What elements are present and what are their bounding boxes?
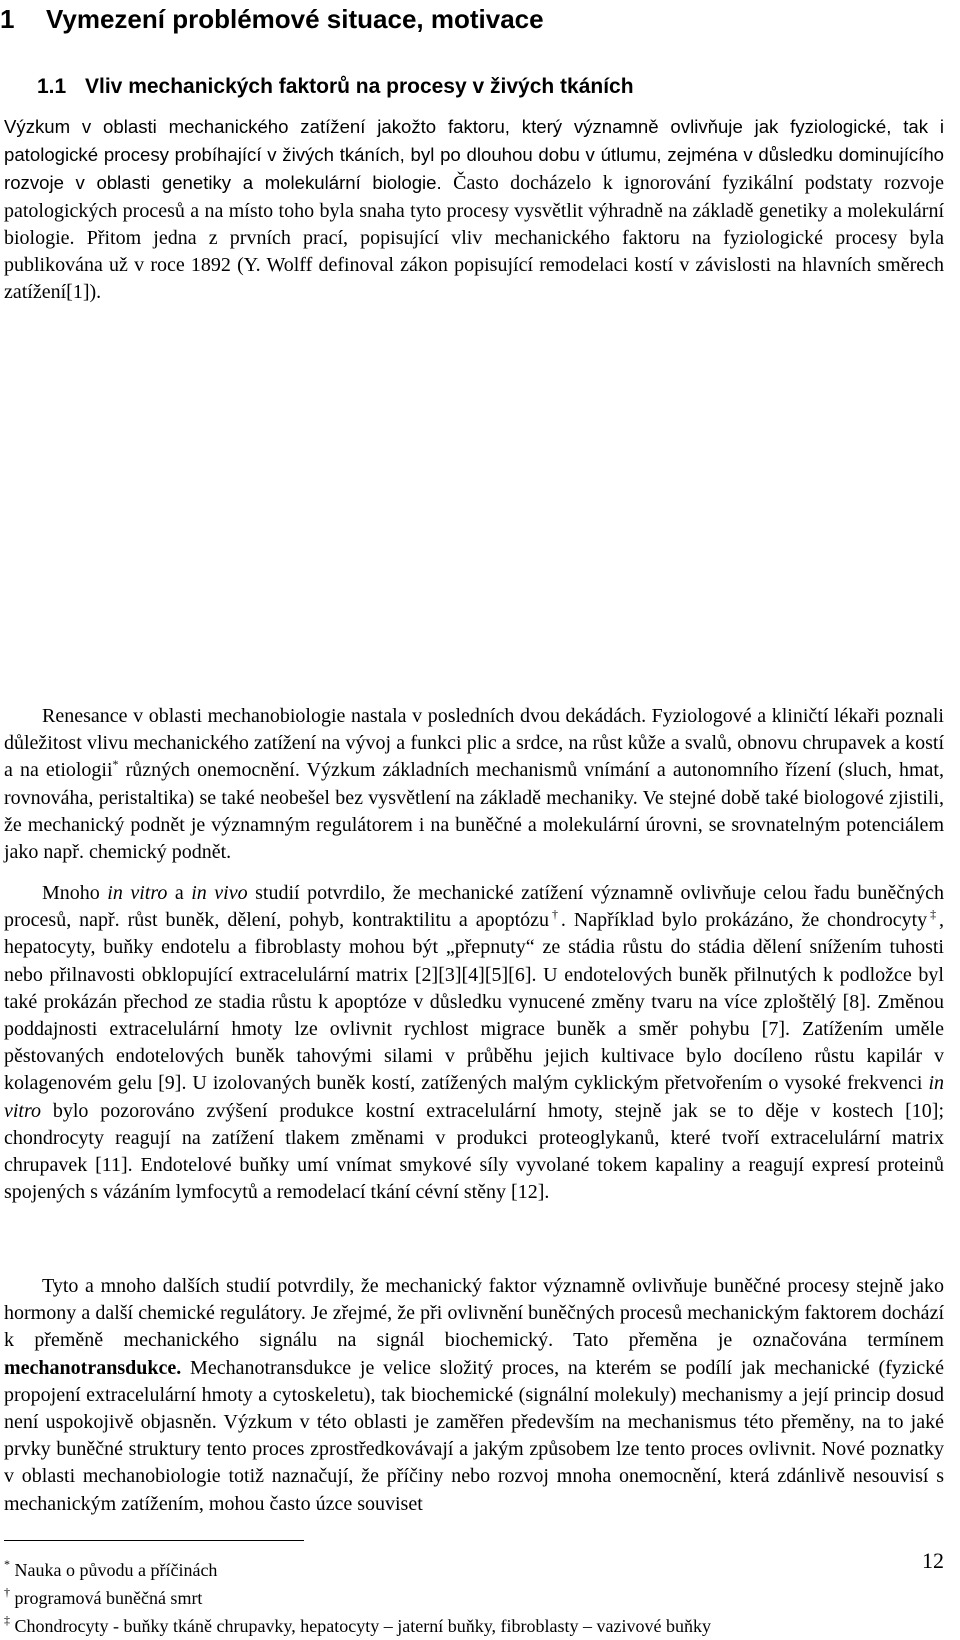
footnote-mark: ‡	[4, 1613, 10, 1627]
paragraph-3-text-d: . Například bylo prokázáno, že chondrocyty	[560, 909, 928, 932]
footnote-ref-apoptosis: †	[549, 907, 561, 922]
footnote-ref-etiology: *	[112, 757, 119, 772]
italic-in-vivo: in vivo	[191, 882, 248, 904]
paragraph-4-text-b: Mechanotransdukce je velice složitý proces, na kterém se podílí jak mechanické (fyzické propojení extracelulární hmoty a cytoskeletu), tak biochemické (signální molekuly) mechanismy a její princip dosud není uspokojivě objasněn. Výzkum v této oblasti je zaměřen především na mechanismus této přeměny, na to jaké prvky buněčné struktury tento proces zprostředkovávají a jakým způsobem lze tento proces ovlivnit. Nové poznatky v oblasti mechanobiologie totiž naznačují, že příčiny nebo rozvoj mnoha onemocnění, která zdánlivě nesouvisí s mechanickým zatížením, mohou často úzce souviset	[4, 1356, 944, 1515]
footnote	[4, 1556, 711, 1584]
section-number: 1.1	[37, 75, 67, 98]
paragraph-3-text-f: bylo pozorováno zvýšení produkce kostní extracelulární hmoty, stejně jak se to děje v kostech [10]; chondrocyty reagují na zatížení tlakem změnami v produkci proteoglykanů, které tvoří extracelulární matrix chrupavek [11]. Endotelové buňky umí vnímat smykové síly vyvolané tokem kapaliny a reagují expresí proteinů spojených s vázáním lymfocytů a remodelací tkání cévní stěny [12].	[4, 1099, 944, 1204]
chapter-title: Vymezení problémové situace, motivace	[46, 4, 544, 34]
paragraph-3-text-b: a	[167, 882, 192, 904]
paragraph-2-text-a: Renesance v oblasti mechanobiologie nastala v posledních dvou dekádách. Fyziologové a kliničtí lékaři poznali důležitost vlivu mechanického zatížení na vývoj a funkci plic a srdce, na růst kůže a svalů, obnovu chrupavek a kostí a na etiologii	[4, 705, 944, 782]
term-mechanotransduction: mechanotransdukce.	[4, 1356, 182, 1379]
footnote-separator	[4, 1540, 304, 1541]
paragraph-1-text: Často docházelo k ignorování fyzikální podstaty rozvoje patologických procesů a na místo toho byla snaha tyto procesy vysvětlit výhradně na základě genetiky a molekulární biologie. Přitom jedna z prvních prací, popisující vliv mechanického faktoru na fyziologické procesy byla publikována už v roce 1892 (Y. Wolff definoval zákon popisující remodelaci kostí v závislosti na hlavních směrech zatížení[1]).	[4, 172, 944, 304]
section-heading	[37, 72, 634, 102]
footnote-text: Chondrocyty - buňky tkáně chrupavky, hepatocyty – jaterní buňky, fibroblasty – vazivové buňky	[14, 1616, 711, 1636]
paragraph-3-text-e: , hepatocyty, buňky endotelu a fibroblasty mohou být „přepnuty“ ze stádia růstu do stádia dělení snížením tuhosti nebo přilnavosti obklopující extracelulární matrix [2][3][4][5][6]. U endotelových buněk přilnutých k podložce byl také prokázán přechod ze stadia růstu k apoptóze v důsledku vynucené změny tvaru na více zploštělý [8]. Změnou poddajnosti extracelulární hmoty lze ovlivnit rychlost migrace buněk a směr pohybu [7]. Zatížením uměle pěstovaných endotelových buněk tahovými silami v průběhu jejich kultivace bylo docíleno růstu kapilár v kolagenovém gelu [9]. U izolovaných buněk kostí, zatížených malým cyklickým přetvořením o vysoké frekvenci	[4, 909, 945, 1095]
paragraph-3-text-a: Mnoho	[42, 882, 108, 904]
footnote-text: Nauka o původu a příčinách	[14, 1560, 218, 1580]
paragraph-1	[4, 113, 944, 306]
footnotes	[4, 1556, 711, 1640]
chapter-number: 1	[0, 4, 15, 34]
footnote	[4, 1612, 711, 1640]
footnote	[4, 1584, 711, 1612]
paragraph-1-sentence-1: Výzkum v oblasti mechanického zatížení jakožto faktoru, který významně ovlivňuje jak fyziologické, tak i patologické procesy probíhající v živých tkáních, byl po dlouhou dobu v útlumu, zejména v důsledku dominujícího rozvoje v oblasti genetiky a molekulární biologie.	[4, 116, 944, 194]
paragraph-2-text-b: různých onemocnění. Výzkum základních mechanismů vnímání a autonomního řízení (sluch, hmat, rovnováha, peristaltika) se také neobešel bez vysvětlení na základě mechaniky. Ve stejné době také biologové zjistili, že mechanický podnět je významným regulátorem i na buněčné a molekulární úrovni, se srovnatelným potenciálem jako např. chemický podnět.	[4, 759, 944, 864]
paragraph-2	[4, 703, 944, 866]
paragraph-3	[4, 880, 944, 1206]
footnote-mark: †	[4, 1585, 10, 1599]
paragraph-4	[4, 1273, 944, 1518]
footnote-text: programová buněčná smrt	[14, 1588, 203, 1608]
paragraph-4-text-a: Tyto a mnoho dalších studií potvrdily, že mechanický faktor významně ovlivňuje buněčné procesy stejně jako hormony a další chemické regulátory. Je zřejmé, že při ovlivnění buněčných procesů mechanickým faktorem dochází k přeměně mechanického signálu na signál biochemický. Tato přeměna je označována termínem	[4, 1275, 944, 1352]
page-number: 12	[922, 1548, 944, 1573]
italic-in-vitro: in vitro	[107, 882, 168, 904]
paragraph-3-text-c: studií potvrdilo, že mechanické zatížení významně ovlivňuje celou řadu buněčných procesů, např. růst buněk, dělení, pohyb, kontraktilitu a apoptózu	[4, 882, 944, 932]
chapter-heading	[0, 2, 544, 36]
italic-in-vitro-2: in vitro	[4, 1072, 944, 1122]
section-title: Vliv mechanických faktorů na procesy v živých tkáních	[85, 75, 634, 98]
footnote-mark: *	[4, 1557, 10, 1571]
footnote-ref-chondrocytes: ‡	[927, 907, 940, 922]
